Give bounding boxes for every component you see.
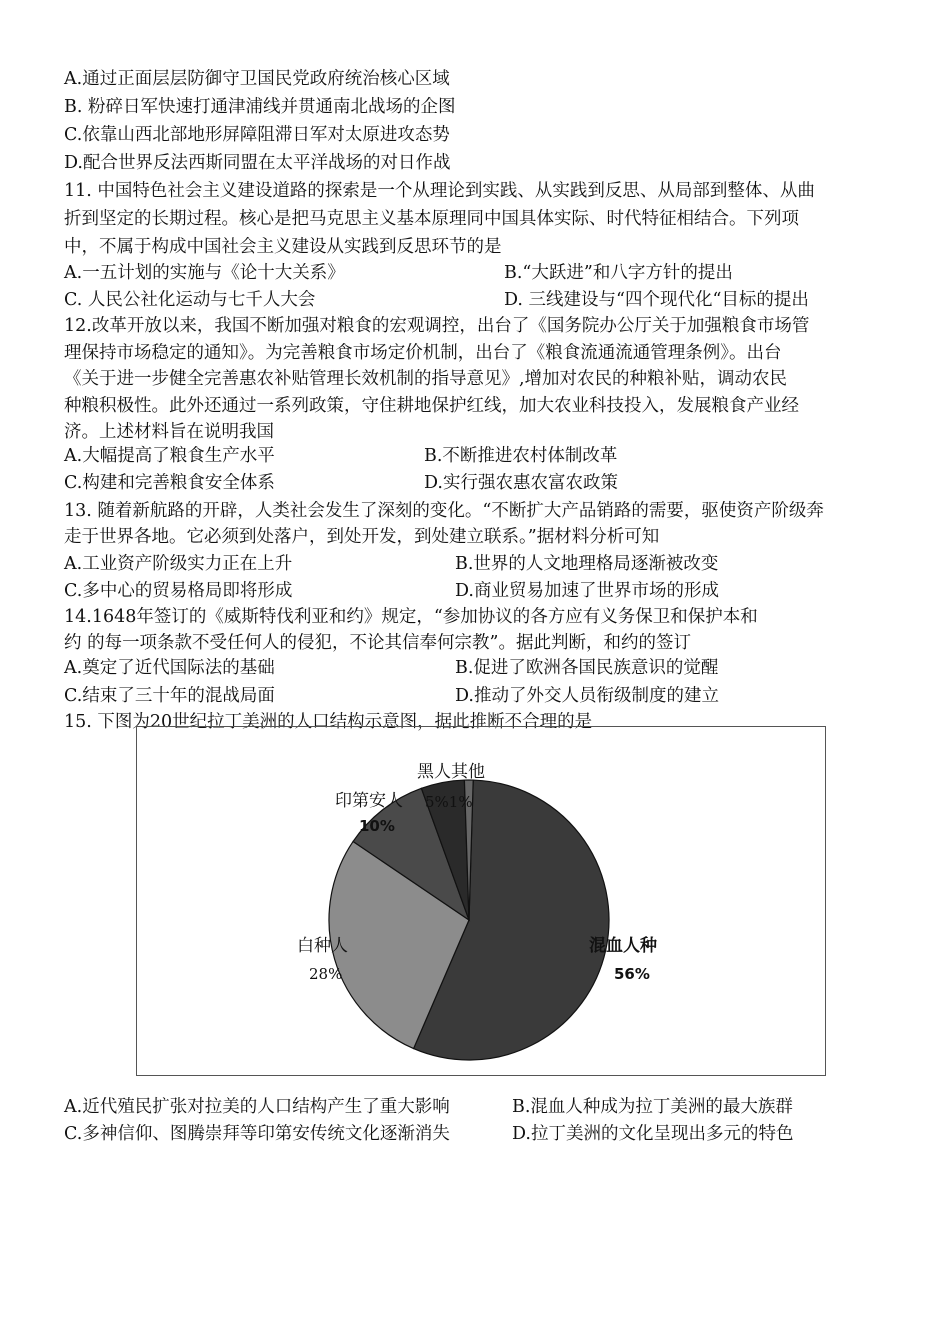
q11-option-a: A.一五计划的实施与《论十大关系》 [64,263,345,283]
q13-stem-line: 13. 随着新航路的开辟，人类社会发生了深刻的变化。“不断扩大产品销路的需要，驱使资产阶级奔 [64,501,824,521]
q12-option-c: C.构建和完善粮食安全体系 [64,473,275,493]
q13-option-c: C.多中心的贸易格局即将形成 [64,581,293,601]
q15-option-c: C.多神信仰、图腾崇拜等印第安传统文化逐渐消失 [64,1124,450,1144]
q12-stem-line: 理保持市场稳定的通知》。为完善粮食市场定价机制，出台了《粮食流通流通管理条例》。出台 [64,343,782,363]
q11-option-c: C. 人民公社化运动与七千人大会 [64,290,316,310]
q13-option-d: D.商业贸易加速了世界市场的形成 [455,581,719,601]
pie-label-white: 白种人 [297,936,348,956]
q14-stem-line: 约 的每一项条款不受任何人的侵犯，不论其信奉何宗教”。据此判断，和约的签订 [64,633,692,653]
pie-label-indian: 印第安人 [335,791,403,811]
q11-stem-line: 中，不属于构成中国社会主义建设从实践到反思环节的是 [64,237,502,257]
q13-option-a: A.工业资产阶级实力正在上升 [64,554,293,574]
q10-option-c: C.依靠山西北部地形屏障阻滞日军对太原进攻态势 [64,125,450,145]
q13-stem-line: 走于世界各地。它必须到处落户，到处开发，到处建立联系。”据材料分析可知 [64,527,660,547]
q10-option-b: B. 粉碎日军快速打通津浦线并贯通南北战场的企图 [64,97,456,117]
q14-option-a: A.奠定了近代国际法的基础 [64,658,275,678]
q10-option-a: A.通过正面层层防御守卫国民党政府统治核心区域 [64,69,450,89]
q12-option-d: D.实行强农惠农富农政策 [424,473,618,493]
q14-option-b: B.促进了欧洲各国民族意识的觉醒 [455,658,719,678]
q15-option-b: B.混血人种成为拉丁美洲的最大族群 [512,1097,793,1117]
q12-option-b: B.不断推进农村体制改革 [424,446,618,466]
q12-option-a: A.大幅提高了粮食生产水平 [64,446,275,466]
q15-option-d: D.拉丁美洲的文化呈现出多元的特色 [512,1124,794,1144]
pie-label-mixed: 混血人种 [589,936,657,956]
q14-stem-line: 14.1648年签订的《威斯特伐利亚和约》规定，“参加协议的各方应有义务保卫和保护本和 [64,607,758,627]
pie-label-black-other: 黑人其他 [417,762,485,782]
q11-option-b: B.“大跃进”和八字方针的提出 [504,263,733,283]
q10-option-d: D.配合世界反法西斯同盟在太平洋战场的对日作战 [64,153,451,173]
pie-pct-indian: 10% [359,817,395,835]
pie-pct-mixed: 56% [614,965,650,983]
q11-option-d: D. 三线建设与“四个现代化“目标的提出 [504,290,809,310]
pie-pct-white: 28% [309,965,343,983]
q11-stem-line: 折到坚定的长期过程。核心是把马克思主义基本原理同中国具体实际、时代特征相结合。下列项 [64,209,799,229]
q11-stem-line: 11. 中国特色社会主义建设道路的探索是一个从理论到实践、从实践到反思、从局部到整体、从曲 [64,181,815,201]
pie-pct-black-other: 5%1% [425,793,473,811]
q15-stem: 15. 下图为20世纪拉丁美洲的人口结构示意图，据此推断不合理的是 [64,712,593,732]
q14-option-d: D.推动了外交人员衔级制度的建立 [455,686,719,706]
q12-stem-line: 济。上述材料旨在说明我国 [64,422,274,442]
q14-option-c: C.结束了三十年的混战局面 [64,686,275,706]
q12-stem-line: 种粮积极性。此外还通过一系列政策，守住耕地保护红线，加大农业科技投入，发展粮食产业经 [64,396,799,416]
pie-chart-svg [137,727,825,1075]
population-pie-chart [136,726,826,1076]
q12-stem-line: 《关于进一步健全完善惠农补贴管理长效机制的指导意见》,增加对农民的种粮补贴，调动农民 [64,369,788,389]
q15-option-a: A.近代殖民扩张对拉美的人口结构产生了重大影响 [64,1097,450,1117]
q12-stem-line: 12.改革开放以来，我国不断加强对粮食的宏观调控，出台了《国务院办公厅关于加强粮食市场管 [64,316,810,336]
q13-option-b: B.世界的人文地理格局逐渐被改变 [455,554,719,574]
